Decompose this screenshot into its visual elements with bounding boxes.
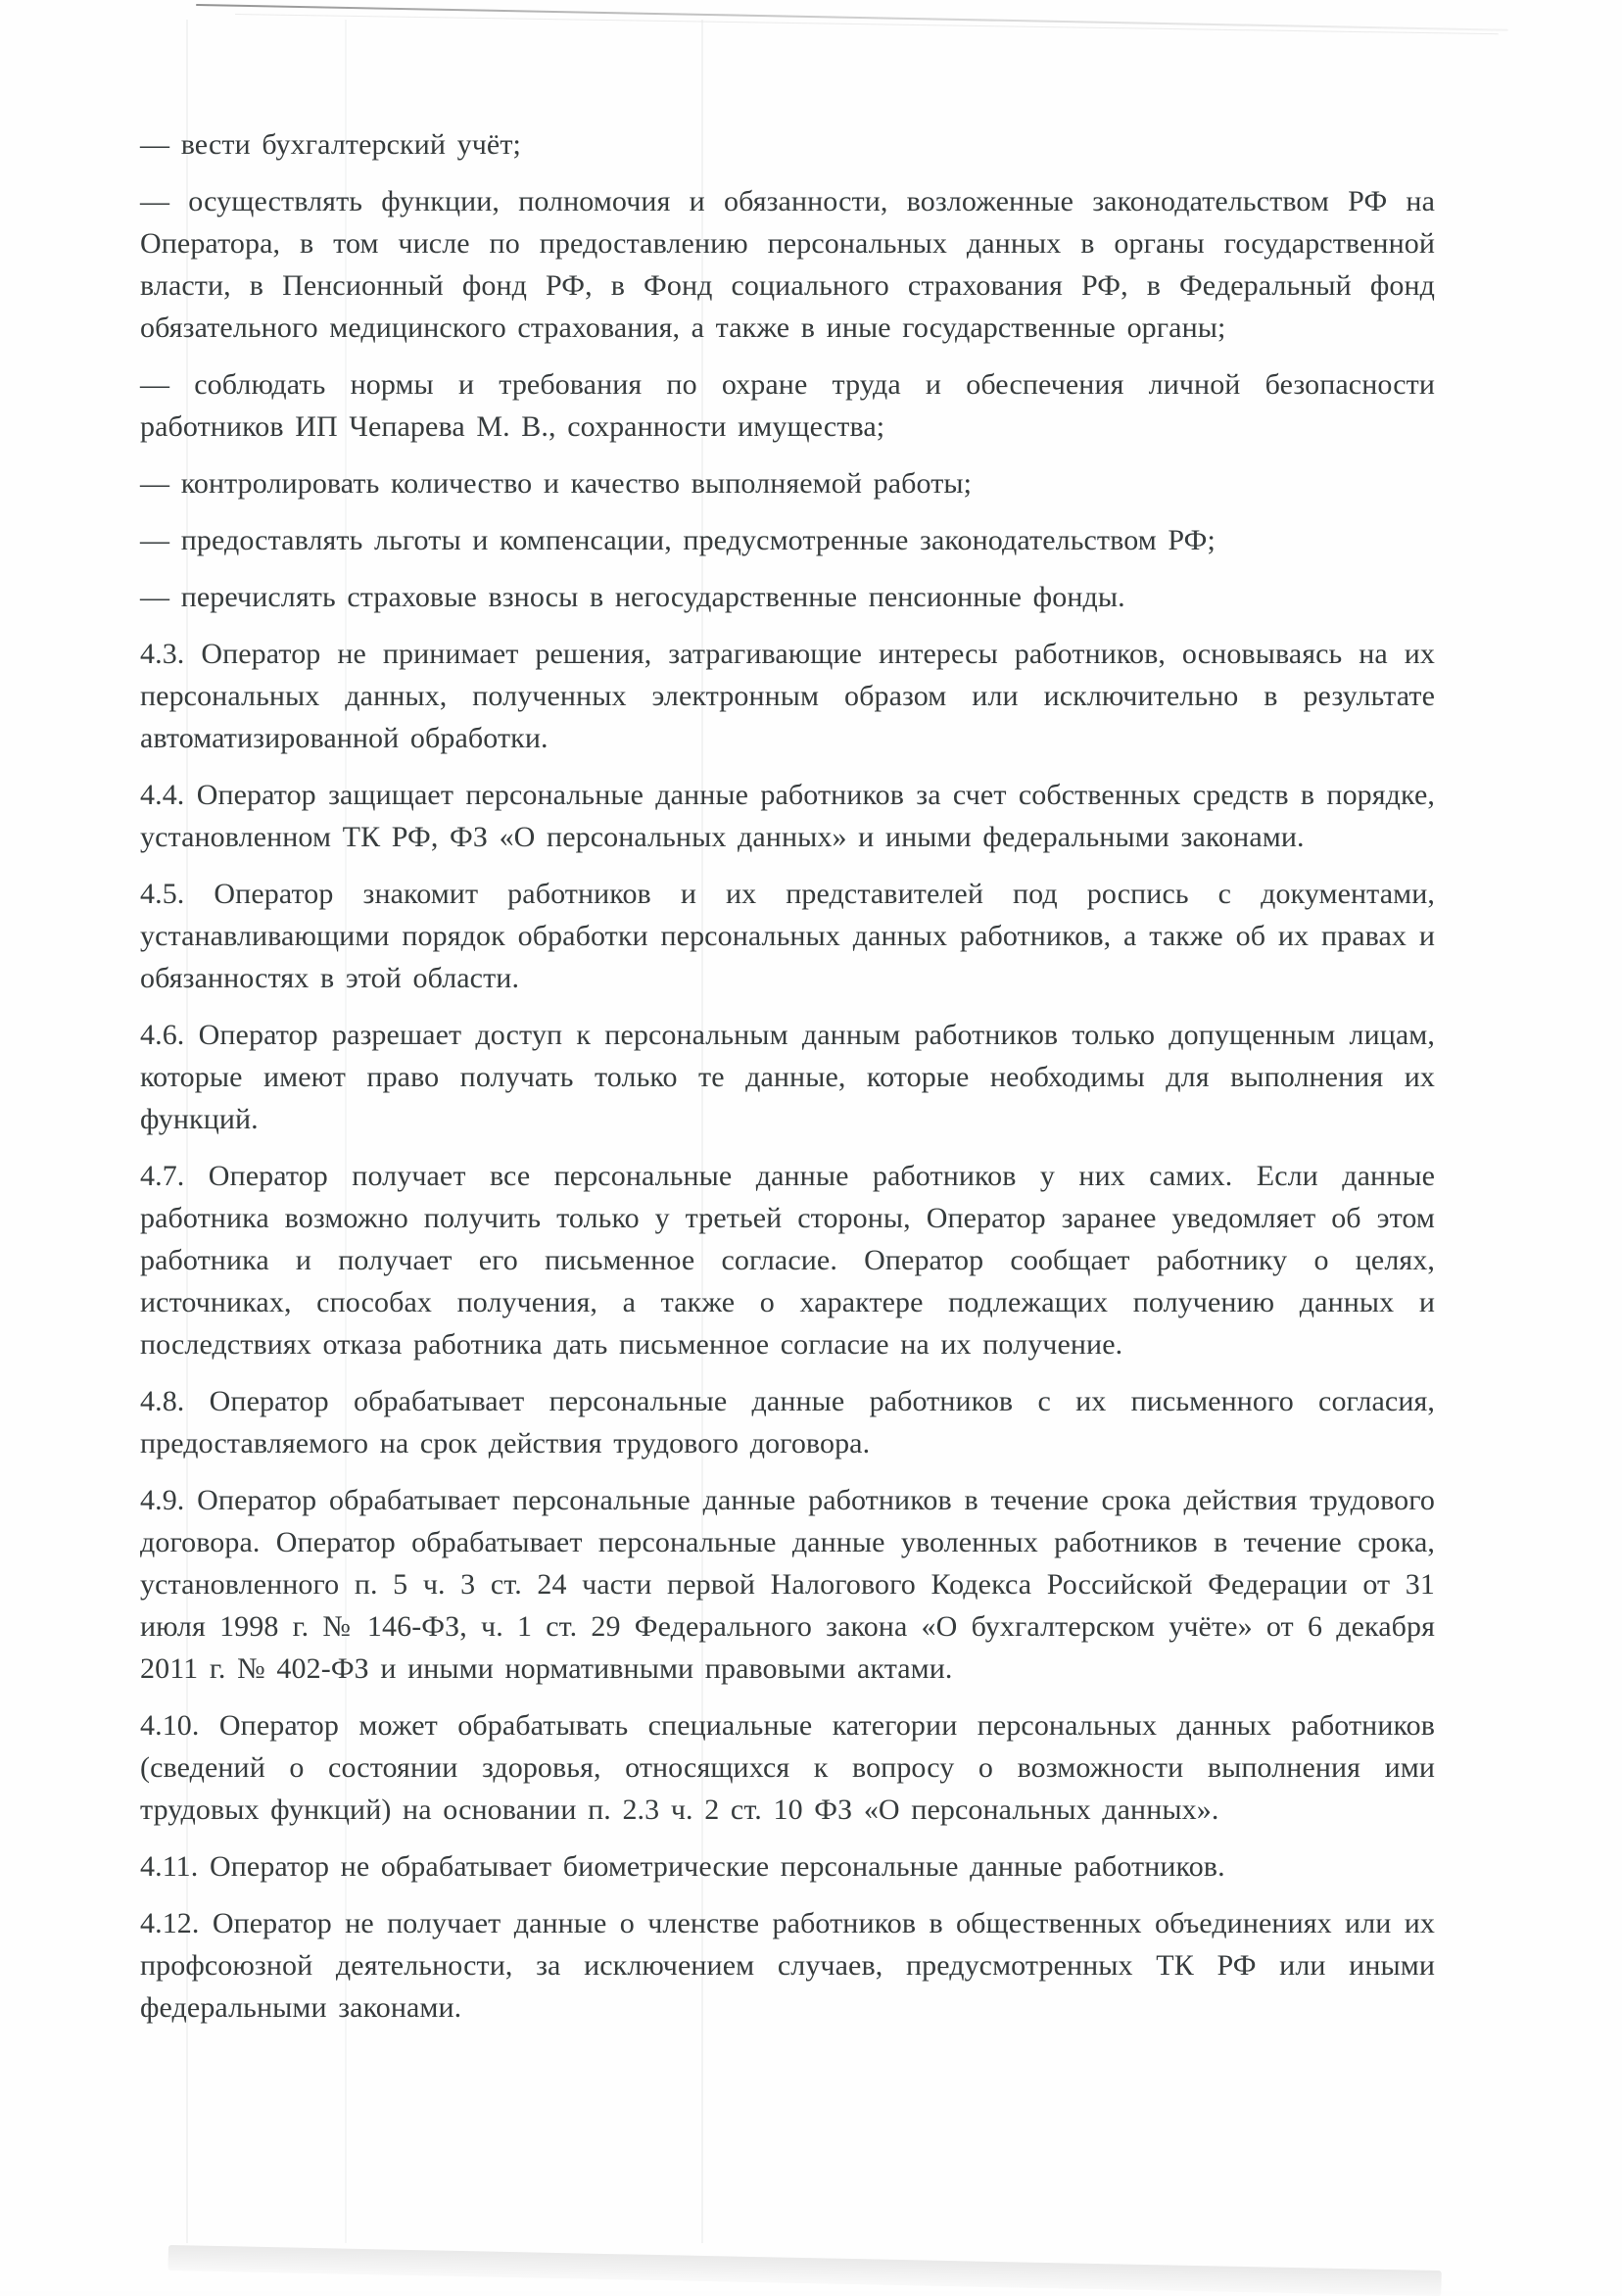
document-body — [140, 123, 1435, 2043]
list-item: — перечислять страховые взносы в негосударственные пенсионные фонды. — [140, 576, 1435, 618]
numbered-clause: 4.9. Оператор обрабатывает персональные данные работников в течение срока действия трудового договора. Оператор обрабатывает персональные данные уволенных работников в течение срока, установленного п. 5 ч. 3 ст. 24 части первой Налогового Кодекса Российской Федерации от 31 июля 1998 г. № 146-ФЗ, ч. 1 ст. 29 Федерального закона «О бухгалтерском учёте» от 6 декабря 2011 г. № 402-ФЗ и иными нормативными правовыми актами. — [140, 1479, 1435, 1690]
numbered-clause: 4.10. Оператор может обрабатывать специальные категории персональных данных работников (сведений о состоянии здоровья, относящихся к вопросу о возможности выполнения ими трудовых функций) на основании п. 2.3 ч. 2 ст. 10 ФЗ «О персональных данных». — [140, 1704, 1435, 1831]
list-item: — осуществлять функции, полномочия и обязанности, возложенные законодательством РФ на Оператора, в том числе по предоставлению персональных данных в органы государственной власти, в Пенсионный фонд РФ, в Фонд социального страхования РФ, в Федеральный фонд обязательного медицинского страхования, а также в иные государственные органы; — [140, 180, 1435, 349]
numbered-clause: 4.12. Оператор не получает данные о членстве работников в общественных объединениях или их профсоюзной деятельности, за исключением случаев, предусмотренных ТК РФ или иными федеральными законами. — [140, 1902, 1435, 2029]
numbered-clause: 4.7. Оператор получает все персональные данные работников у них самих. Если данные работника возможно получить только у третьей стороны, Оператор заранее уведомляет об этом работника и получает его письменное согласие. Оператор сообщает работнику о целях, источниках, способах получения, а также о характере подлежащих получению данных и последствиях отказа работника дать письменное согласие на их получение. — [140, 1155, 1435, 1365]
page-bottom-shadow — [167, 2245, 1441, 2296]
list-item: — предоставлять льготы и компенсации, предусмотренные законодательством РФ; — [140, 519, 1435, 561]
numbered-clause: 4.5. Оператор знакомит работников и их представителей под роспись с документами, устанавливающими порядок обработки персональных данных работников, а также об их правах и обязанностях в этой области. — [140, 873, 1435, 999]
numbered-clause: 4.6. Оператор разрешает доступ к персональным данным работников только допущенным лицам, которые имеют право получать только те данные, которые необходимы для выполнения их функций. — [140, 1014, 1435, 1140]
numbered-clause: 4.3. Оператор не принимает решения, затрагивающие интересы работников, основываясь на их персональных данных, полученных электронным образом или исключительно в результате автоматизированной обработки. — [140, 633, 1435, 759]
page-top-edge-line — [196, 4, 1508, 31]
list-item: — вести бухгалтерский учёт; — [140, 123, 1435, 166]
numbered-clause: 4.11. Оператор не обрабатывает биометрические персональные данные работников. — [140, 1845, 1435, 1888]
numbered-clause: 4.8. Оператор обрабатывает персональные данные работников с их письменного согласия, предоставляемого на срок действия трудового договора. — [140, 1380, 1435, 1464]
list-item: — контролировать количество и качество выполняемой работы; — [140, 462, 1435, 504]
list-item: — соблюдать нормы и требования по охране труда и обеспечения личной безопасности работников ИП Чепарева М. В., сохранности имущества; — [140, 363, 1435, 448]
numbered-clause: 4.4. Оператор защищает персональные данные работников за счет собственных средств в порядке, установленном ТК РФ, ФЗ «О персональных данных» и иными федеральными законами. — [140, 774, 1435, 858]
